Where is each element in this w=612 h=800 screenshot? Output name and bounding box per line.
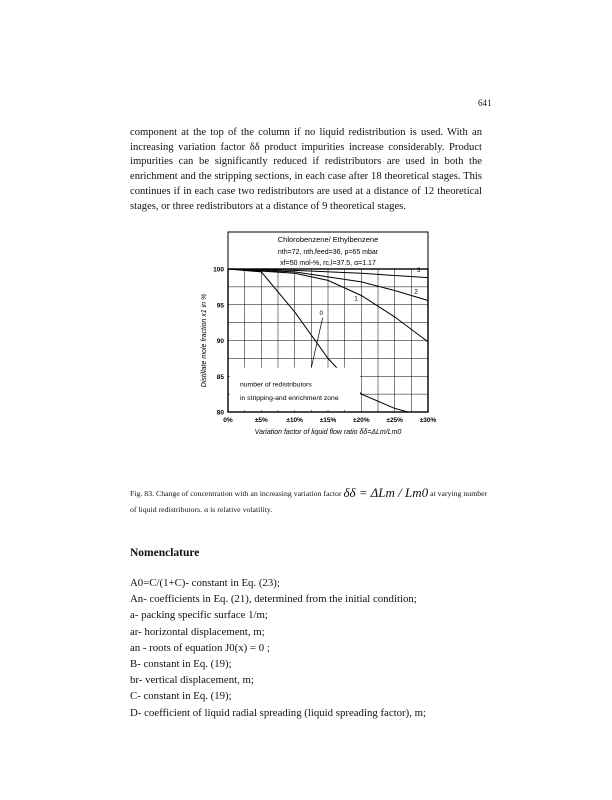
chart-title: Chlorobenzene/ Ethylbenzene <box>277 235 379 244</box>
nomenclature-item: ar- horizontal displacement, m; <box>130 625 265 638</box>
chart <box>110 224 437 444</box>
page-number: 641 <box>478 98 492 108</box>
x-axis-label: Variation factor of liquid flow ratio δδ=ΔLm/Lm0 <box>254 429 402 436</box>
x-tick-label: ±25% <box>386 417 403 424</box>
y-tick-label: 90 <box>216 338 224 345</box>
caption-factor: δδ = ΔLm / Lm0 <box>343 485 429 500</box>
y-tick-label: 80 <box>216 409 224 417</box>
y-tick-label: 85 <box>216 373 224 381</box>
x-tick-label: ±30% <box>419 417 437 424</box>
x-tick-label: ±20% <box>353 417 370 424</box>
series-label-3: 3 <box>416 266 421 274</box>
x-tick-label: ±10% <box>286 417 303 424</box>
annotation-line-2: in stripping-and enrichment zone <box>240 394 339 402</box>
annotation-line-1: number of redistributors <box>240 381 312 389</box>
nomenclature-list <box>130 575 510 721</box>
body-paragraph: component at the top of the column if no liquid redistribution is used. With an increasing variation factor δδ product impurities increase considerably. Product impurities can be significantly reduced if redistributors are used in both the enrichment and the stripping sections, in each case after 18 theoretical stages. This continues if in each case two redistributors are used at a distance of 12 theoretical stages, or three redistributors at a distance of 9 theoretical stages. <box>130 127 482 212</box>
annotation-box <box>230 368 360 410</box>
y-axis-label: Distillate mole fraction x1 in % <box>201 293 208 388</box>
figure-caption <box>130 485 490 518</box>
nomenclature-item: An- coefficients in Eq. (21), determined from the initial condition; <box>130 593 417 606</box>
series-label-1: 1 <box>354 295 358 303</box>
section-heading: Nomenclature <box>130 547 200 559</box>
caption-text-after: at varying number of liquid redistributors. α is relative volatility. <box>130 489 488 514</box>
caption-text-before: Fig. 83. Change of concentration with an increasing variation factor <box>130 489 342 498</box>
x-tick-label: ±15% <box>319 417 337 424</box>
nomenclature-item: an - roots of equation J0(x) = 0 ; <box>130 641 270 654</box>
chart-params-1: nth=72, nth,feed=36, p=65 mbar <box>277 249 379 256</box>
nomenclature-item: C- constant in Eq. (19); <box>130 690 232 703</box>
series-label-0: 0 <box>319 309 324 317</box>
chart-params-2: xf=50 mol-%, rc,l=37.5, α=1.17 <box>280 260 376 267</box>
nomenclature-item: br- vertical displacement, m; <box>130 674 254 687</box>
nomenclature-item: D- coefficient of liquid radial spreading (liquid spreading factor), m; <box>130 706 427 719</box>
x-tick-label: 0% <box>223 417 233 424</box>
nomenclature-item: B- constant in Eq. (19); <box>130 658 232 671</box>
nomenclature-item: A0=C/(1+C)- constant in Eq. (23); <box>130 577 280 589</box>
x-tick-label: ±5% <box>254 417 268 424</box>
annotation-leader-line <box>311 318 322 368</box>
nomenclature-item: a- packing specific surface 1/m; <box>130 609 268 622</box>
figure <box>110 224 437 449</box>
series-label-2: 2 <box>414 288 418 296</box>
y-tick-label: 100 <box>213 266 224 274</box>
y-tick-label: 95 <box>216 302 224 310</box>
